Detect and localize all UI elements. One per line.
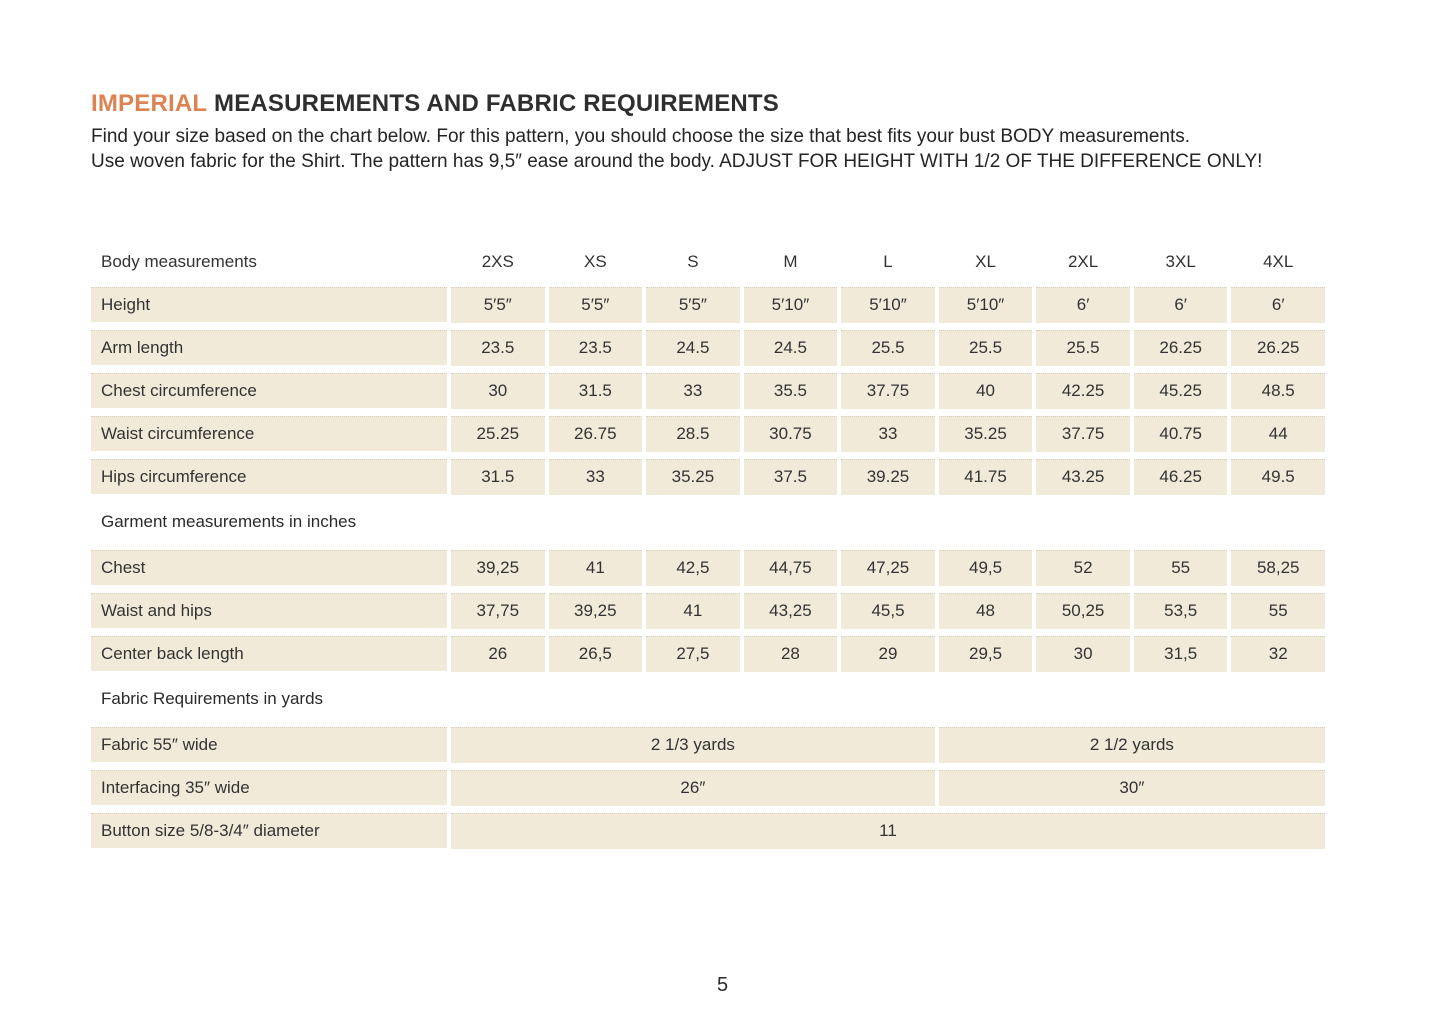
value-cell: 53,5 bbox=[1134, 593, 1228, 629]
page-number: 5 bbox=[716, 974, 729, 996]
value-cell: 5′5″ bbox=[549, 287, 643, 323]
value-cell: 33 bbox=[549, 459, 643, 495]
row-label: Waist and hips bbox=[91, 593, 447, 628]
value-cell: 25.5 bbox=[939, 330, 1033, 366]
value-cell: 27,5 bbox=[646, 636, 740, 672]
value-cell: 26.25 bbox=[1134, 330, 1228, 366]
intro-paragraph bbox=[91, 124, 1445, 175]
value-cell: 29 bbox=[841, 636, 935, 672]
value-cell: 26 bbox=[451, 636, 545, 672]
size-chart-table bbox=[91, 245, 1325, 849]
row-label: Fabric 55″ wide bbox=[91, 727, 447, 762]
value-cell: 31,5 bbox=[1134, 636, 1228, 672]
value-cell: 31.5 bbox=[451, 459, 545, 495]
size-column-header: S bbox=[687, 252, 699, 272]
value-cell: 42.25 bbox=[1036, 373, 1130, 409]
size-column-header: 4XL bbox=[1263, 252, 1294, 272]
row-label: Arm length bbox=[91, 330, 447, 365]
value-cell: 45,5 bbox=[841, 593, 935, 629]
value-cell: 39.25 bbox=[841, 459, 935, 495]
value-cell: 23.5 bbox=[549, 330, 643, 366]
value-cell: 43.25 bbox=[1036, 459, 1130, 495]
value-cell: 48.5 bbox=[1231, 373, 1325, 409]
value-cell: 40.75 bbox=[1134, 416, 1228, 452]
value-cell: 29,5 bbox=[939, 636, 1033, 672]
value-cell: 25.25 bbox=[451, 416, 545, 452]
row-label: Center back length bbox=[91, 636, 447, 671]
row-label: Height bbox=[91, 287, 447, 322]
size-column-header: XS bbox=[583, 252, 607, 272]
merged-value-cell: 11 bbox=[451, 813, 1325, 849]
value-cell: 49.5 bbox=[1231, 459, 1325, 495]
value-cell: 44,75 bbox=[744, 550, 838, 586]
intro-line-2: Use woven fabric for the Shirt. The pattern has 9,5″ ease around the body. ADJUST FOR HEIGHT WITH 1/2 OF THE DIFFERENCE ONLY! bbox=[91, 151, 1263, 173]
value-cell: 37,75 bbox=[451, 593, 545, 629]
row-label: Hips circumference bbox=[91, 459, 447, 494]
value-cell: 35.25 bbox=[939, 416, 1033, 452]
size-column-header: 2XL bbox=[1067, 252, 1099, 272]
row-label: Button size 5/8-3/4″ diameter bbox=[91, 813, 447, 848]
value-cell: 26.75 bbox=[549, 416, 643, 452]
title-highlight: IMPERIAL bbox=[91, 90, 208, 117]
merged-value-cell: 26″ bbox=[451, 770, 935, 806]
value-cell: 25.5 bbox=[841, 330, 935, 366]
value-cell: 37.75 bbox=[1036, 416, 1130, 452]
value-cell: 50,25 bbox=[1036, 593, 1130, 629]
value-cell: 49,5 bbox=[939, 550, 1033, 586]
value-cell: 30.75 bbox=[744, 416, 838, 452]
value-cell: 39,25 bbox=[549, 593, 643, 629]
value-cell: 5′5″ bbox=[451, 287, 545, 323]
value-cell: 37.5 bbox=[744, 459, 838, 495]
value-cell: 6′ bbox=[1036, 287, 1130, 323]
value-cell: 48 bbox=[939, 593, 1033, 629]
page-title bbox=[91, 90, 1445, 119]
value-cell: 32 bbox=[1231, 636, 1325, 672]
value-cell: 5′10″ bbox=[744, 287, 838, 323]
value-cell: 37.75 bbox=[841, 373, 935, 409]
value-cell: 23.5 bbox=[451, 330, 545, 366]
size-column-header: XL bbox=[975, 252, 996, 272]
merged-value-cell: 30″ bbox=[939, 770, 1325, 806]
value-cell: 6′ bbox=[1231, 287, 1325, 323]
value-cell: 40 bbox=[939, 373, 1033, 409]
size-column-header: 3XL bbox=[1165, 252, 1196, 272]
section-header: Fabric Requirements in yards bbox=[101, 689, 324, 709]
value-cell: 33 bbox=[646, 373, 740, 409]
value-cell: 35.25 bbox=[646, 459, 740, 495]
value-cell: 58,25 bbox=[1231, 550, 1325, 586]
value-cell: 31.5 bbox=[549, 373, 643, 409]
value-cell: 52 bbox=[1036, 550, 1130, 586]
title-rest: MEASUREMENTS AND FABRIC REQUIREMENTS bbox=[214, 90, 780, 117]
value-cell: 55 bbox=[1134, 550, 1228, 586]
value-cell: 41 bbox=[646, 593, 740, 629]
value-cell: 55 bbox=[1231, 593, 1325, 629]
value-cell: 5′10″ bbox=[939, 287, 1033, 323]
value-cell: 5′10″ bbox=[841, 287, 935, 323]
value-cell: 35.5 bbox=[744, 373, 838, 409]
intro-line-1: Find your size based on the chart below. For this pattern, you should choose the size that best fits your bust BODY measurements. bbox=[91, 125, 1191, 147]
value-cell: 41.75 bbox=[939, 459, 1033, 495]
value-cell: 42,5 bbox=[646, 550, 740, 586]
row-label: Chest bbox=[91, 550, 447, 585]
size-column-header: L bbox=[883, 252, 893, 272]
value-cell: 24.5 bbox=[744, 330, 838, 366]
value-cell: 45.25 bbox=[1134, 373, 1228, 409]
section-header: Garment measurements in inches bbox=[101, 512, 357, 532]
value-cell: 44 bbox=[1231, 416, 1325, 452]
value-cell: 33 bbox=[841, 416, 935, 452]
row-label: Waist circumference bbox=[91, 416, 447, 451]
row-label: Chest circumference bbox=[91, 373, 447, 408]
value-cell: 47,25 bbox=[841, 550, 935, 586]
value-cell: 6′ bbox=[1134, 287, 1228, 323]
value-cell: 30 bbox=[451, 373, 545, 409]
value-cell: 28.5 bbox=[646, 416, 740, 452]
value-cell: 25.5 bbox=[1036, 330, 1130, 366]
table-corner-label: Body measurements bbox=[101, 252, 257, 272]
value-cell: 5′5″ bbox=[646, 287, 740, 323]
value-cell: 26,5 bbox=[549, 636, 643, 672]
value-cell: 43,25 bbox=[744, 593, 838, 629]
value-cell: 30 bbox=[1036, 636, 1130, 672]
value-cell: 41 bbox=[549, 550, 643, 586]
size-column-header: 2XS bbox=[481, 252, 514, 272]
size-column-header: M bbox=[783, 252, 798, 272]
merged-value-cell: 2 1/2 yards bbox=[939, 727, 1325, 763]
value-cell: 39,25 bbox=[451, 550, 545, 586]
value-cell: 28 bbox=[744, 636, 838, 672]
value-cell: 46.25 bbox=[1134, 459, 1228, 495]
value-cell: 24.5 bbox=[646, 330, 740, 366]
value-cell: 26.25 bbox=[1231, 330, 1325, 366]
row-label: Interfacing 35″ wide bbox=[91, 770, 447, 805]
merged-value-cell: 2 1/3 yards bbox=[451, 727, 935, 763]
